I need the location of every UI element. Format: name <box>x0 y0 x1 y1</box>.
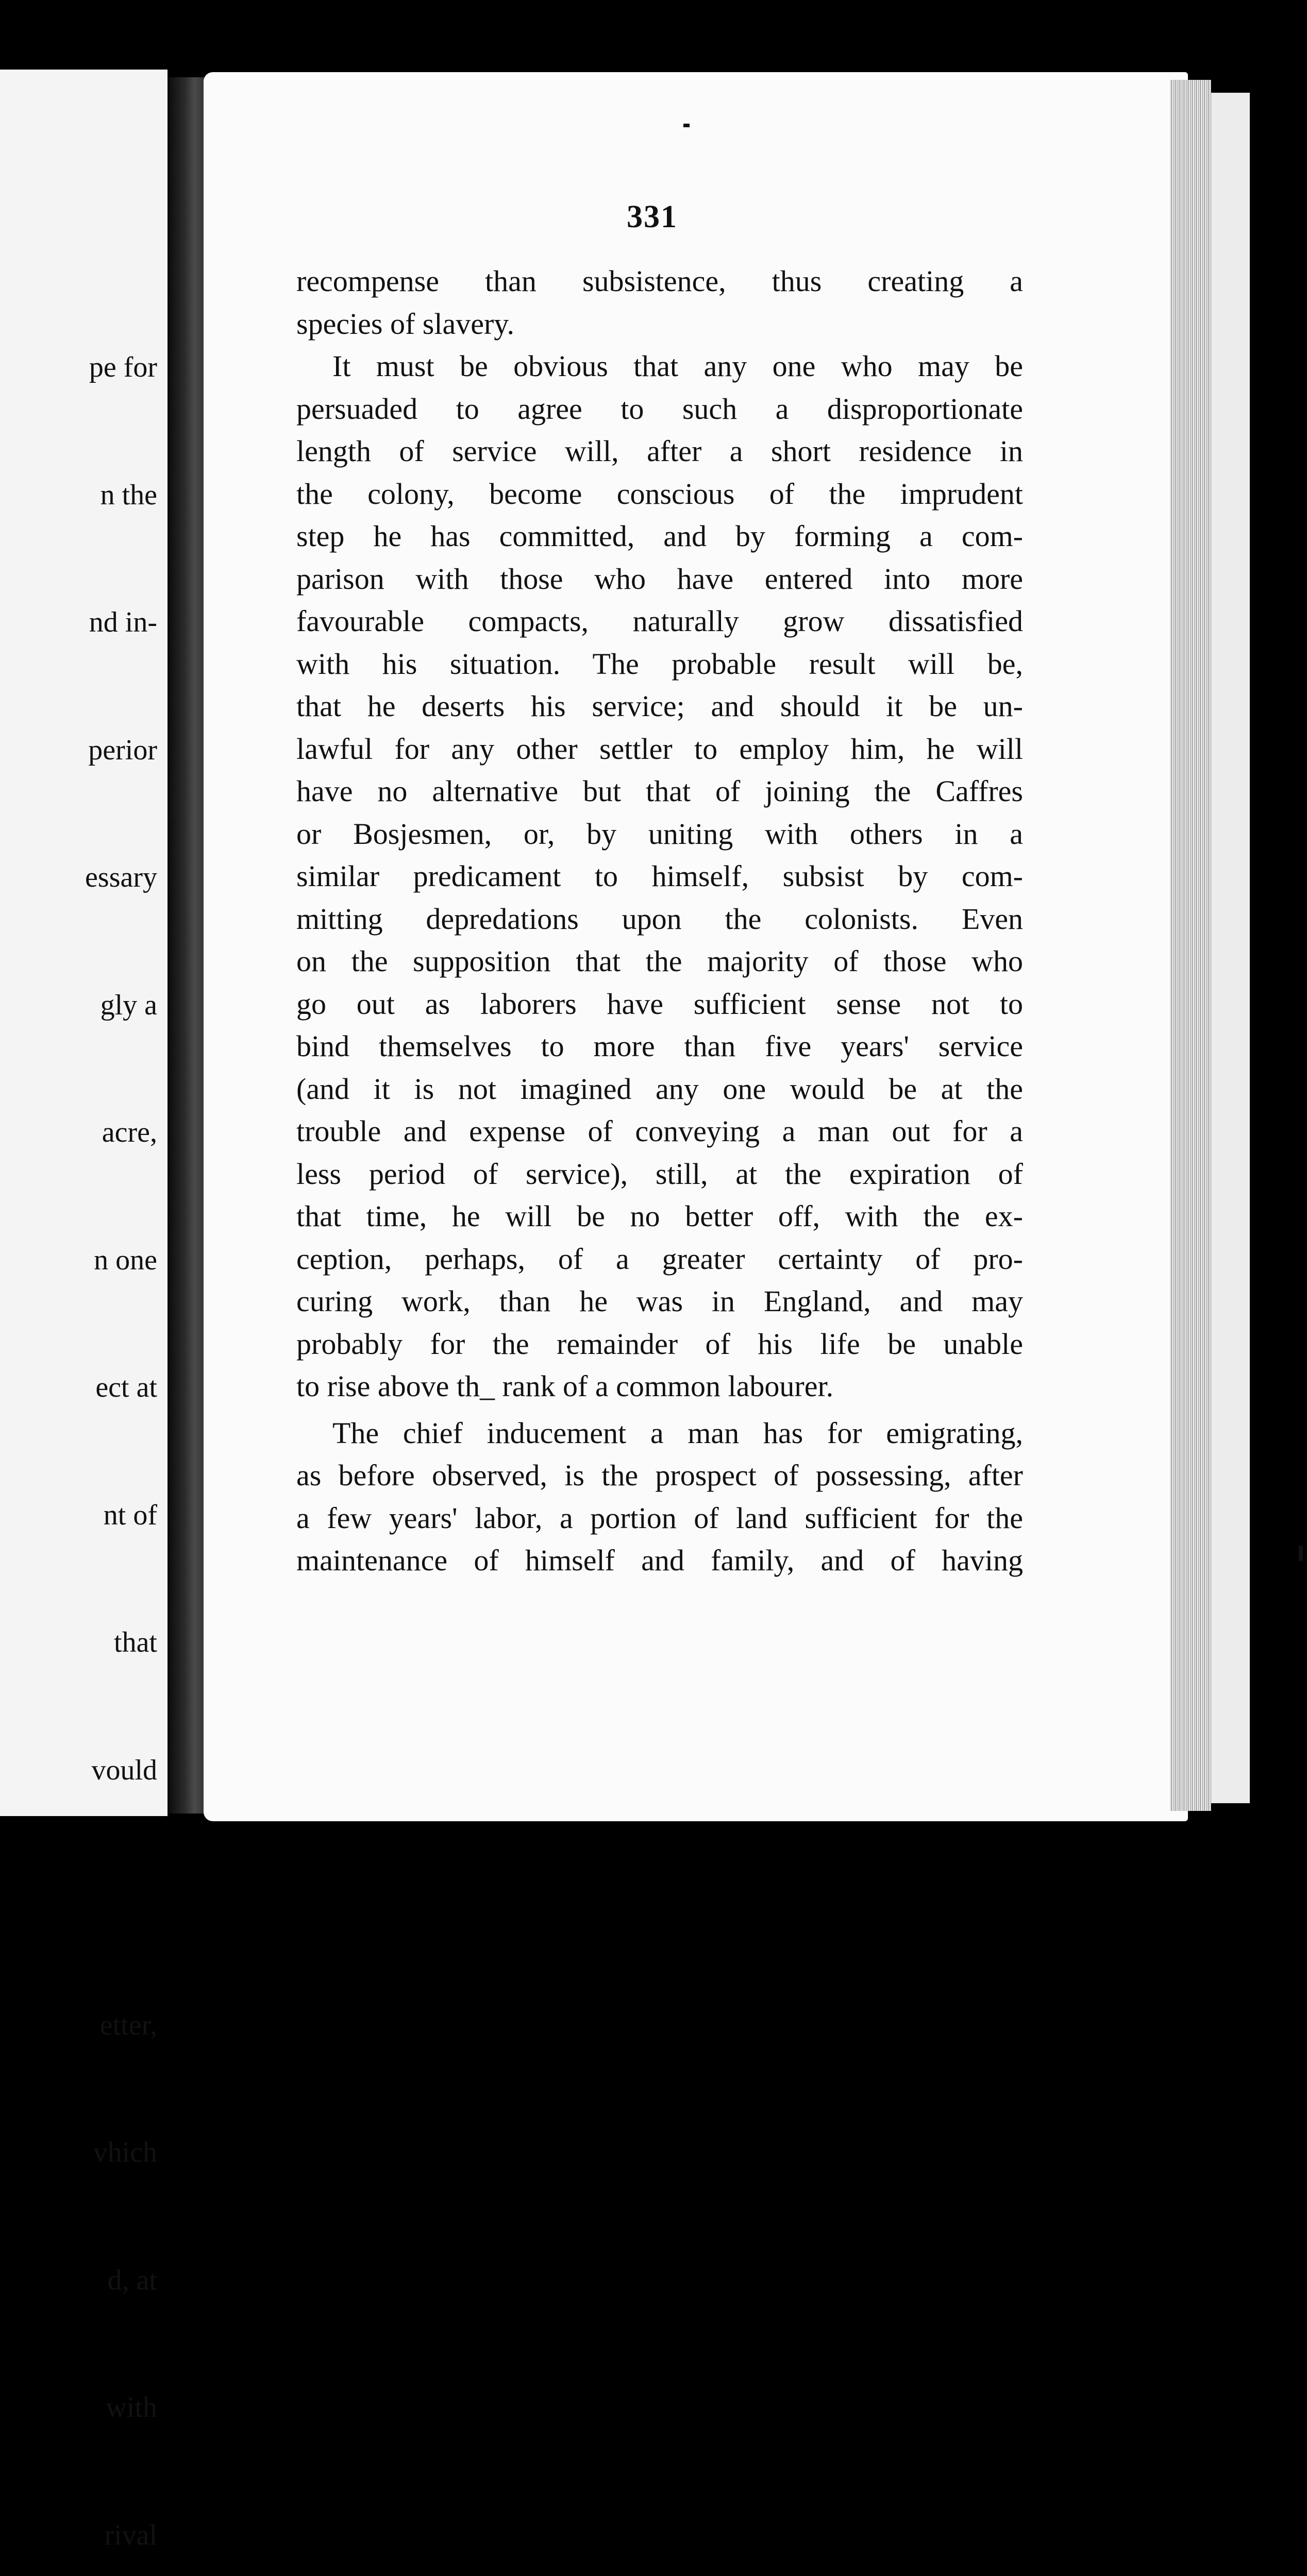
text-line: step he has committed, and by forming a com- <box>296 519 1023 553</box>
left-line: vhich <box>93 2137 157 2168</box>
left-line: rival <box>104 2519 157 2551</box>
text-line: with his situation. The probable result will be, <box>296 647 1023 681</box>
left-line: with <box>106 2392 157 2424</box>
page-edge-stack <box>1170 80 1211 1811</box>
text-line: curing work, than he was in England, and may <box>296 1284 1023 1318</box>
text-line: that he deserts his service; and should it be un- <box>296 689 1023 723</box>
text-line: It must be obvious that any one who may be <box>332 349 1023 383</box>
left-page-text <box>85 261 157 2576</box>
text-line: (and it is not imagined any one would be at the <box>296 1072 1023 1106</box>
text-line: on the supposition that the majority of those who <box>296 944 1023 978</box>
text-line: a few years' labor, a portion of land sufficient for the <box>296 1501 1023 1535</box>
text-line: the colony, become conscious of the imprudent <box>296 477 1023 511</box>
left-facing-page <box>0 70 167 2551</box>
text-line: persuaded to agree to such a disproportionate <box>296 392 1023 426</box>
left-line <box>85 1876 157 1919</box>
left-line: n the <box>100 479 157 511</box>
left-line: pe for <box>89 351 157 383</box>
body-text <box>296 260 1023 1582</box>
left-line: essary <box>85 861 157 893</box>
text-line: lawful for any other settler to employ him, he will <box>296 732 1023 766</box>
text-line: to rise above th_ rank of a common labourer. <box>296 1369 834 1403</box>
text-line: ception, perhaps, of a greater certainty of pro- <box>296 1242 1023 1276</box>
ink-speck <box>1299 1546 1303 1561</box>
text-line: parison with those who have entered into more <box>296 562 1023 596</box>
text-line: favourable compacts, naturally grow dissatisfied <box>296 604 1023 638</box>
left-line: nd in- <box>89 606 157 638</box>
left-line: d, at <box>107 2264 157 2296</box>
text-line: mitting depredations upon the colonists. Even <box>296 902 1023 936</box>
left-line: nt of <box>103 1499 157 1531</box>
ink-speck <box>683 124 690 127</box>
text-line: The chief inducement a man has for emigrating, <box>332 1416 1023 1450</box>
left-line: etter, <box>99 2009 157 2041</box>
left-line: perior <box>88 734 157 766</box>
left-line: that <box>114 1626 157 1658</box>
text-line: species of slavery. <box>296 307 515 341</box>
text-line: have no alternative but that of joining the Caffres <box>296 774 1023 808</box>
left-line: vould <box>91 1754 157 1786</box>
text-line: go out as laborers have sufficient sense not to <box>296 987 1023 1021</box>
left-line: gly a <box>100 989 157 1021</box>
text-line: as before observed, is the prospect of possessing, after <box>296 1459 1023 1492</box>
left-line: ect at <box>95 1371 157 1403</box>
text-line: probably for the remainder of his life be unable <box>296 1327 1023 1361</box>
text-line: similar predicament to himself, subsist by com- <box>296 859 1023 893</box>
text-line: maintenance of himself and family, and of having <box>296 1544 1023 1577</box>
page-number: 331 <box>627 199 678 234</box>
left-line: acre, <box>102 1116 157 1148</box>
text-line: or Bosjesmen, or, by uniting with others in a <box>296 817 1023 851</box>
text-line: less period of service), still, at the expiration of <box>296 1157 1023 1191</box>
text-line: trouble and expense of conveying a man out for a <box>296 1114 1023 1148</box>
back-page-edge <box>1209 93 1250 1803</box>
text-line: that time, he will be no better off, with the ex- <box>296 1199 1023 1233</box>
left-line: n one <box>94 1244 157 1276</box>
text-line: bind themselves to more than five years' service <box>296 1029 1023 1063</box>
text-line: recompense than subsistence, thus creating a <box>296 264 1023 298</box>
text-line: length of service will, after a short residence in <box>296 434 1023 468</box>
